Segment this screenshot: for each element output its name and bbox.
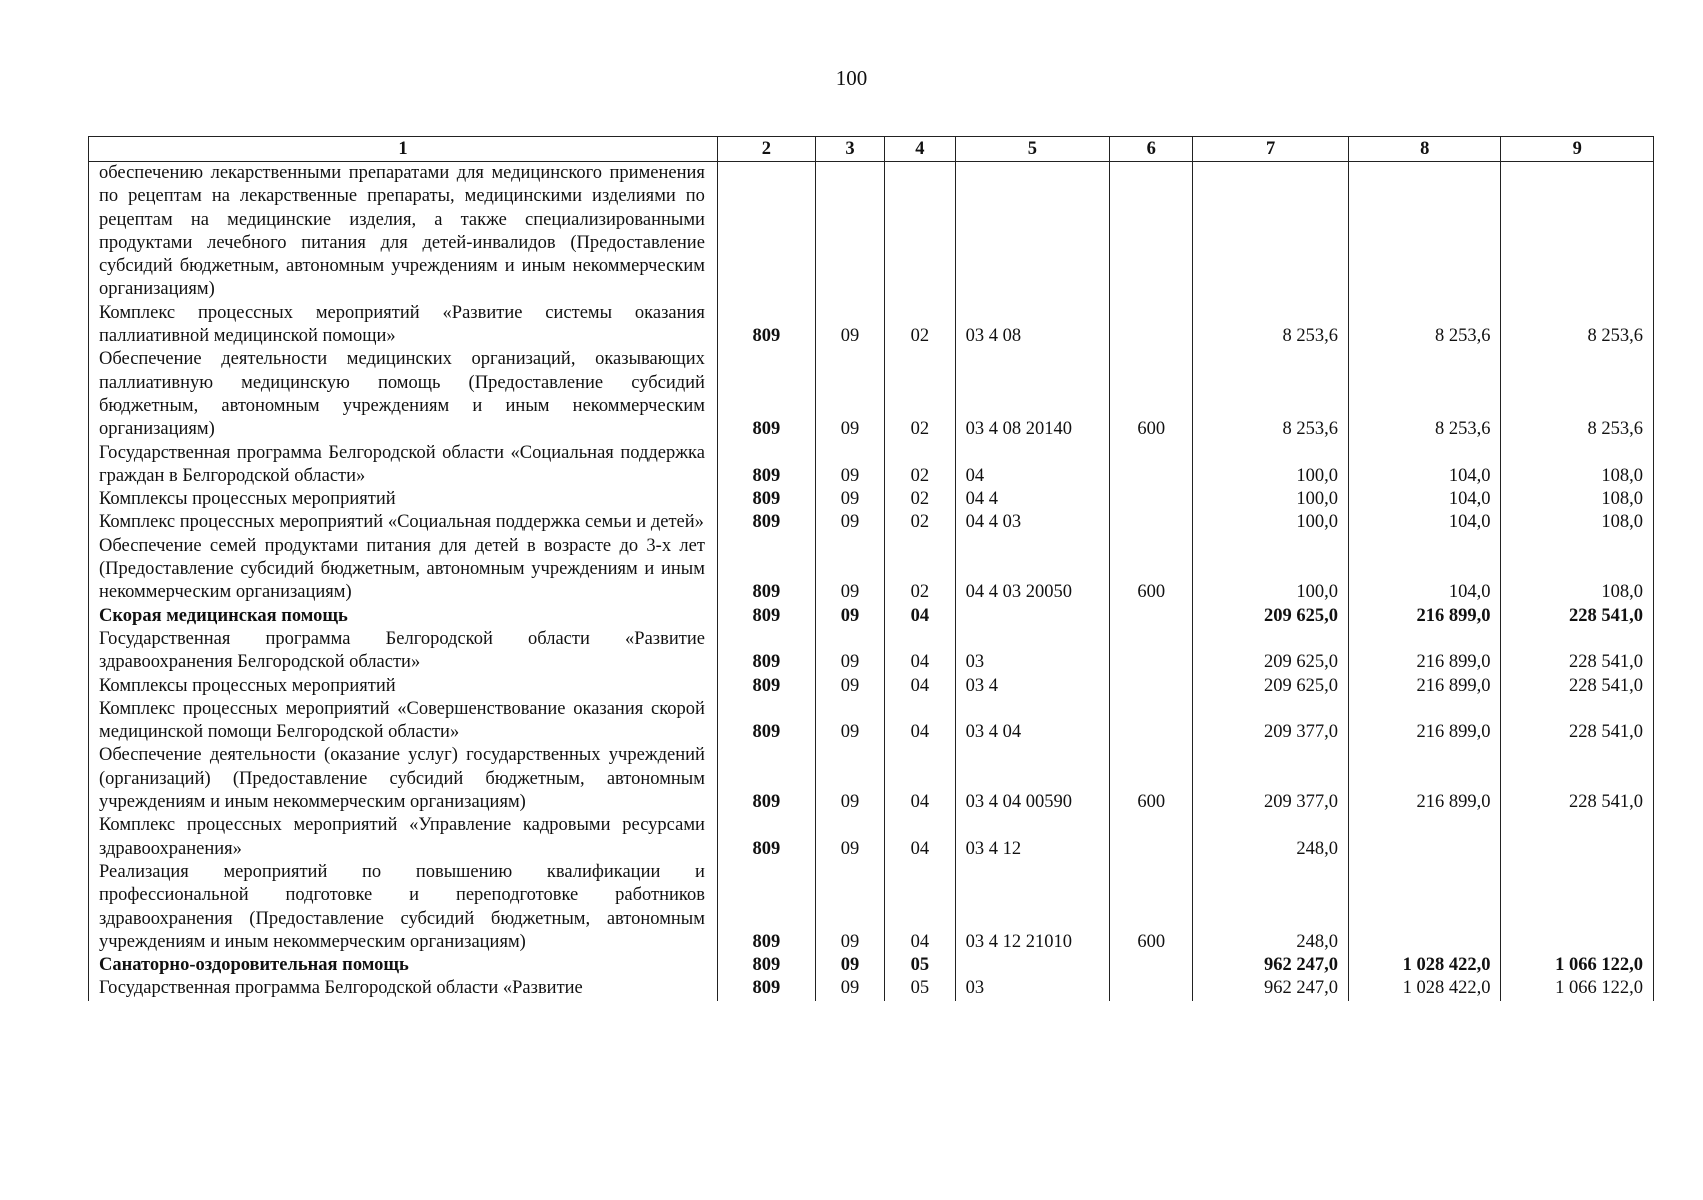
admin-code: 809 [717,954,815,977]
table-row [89,442,1654,489]
amount-year-3: 108,0 [1501,535,1654,605]
amount-year-2: 1 028 422,0 [1348,954,1501,977]
admin-code: 809 [717,977,815,1000]
section-code: 09 [815,977,884,1000]
target-code: 03 4 12 21010 [955,861,1110,954]
subsection-code: 04 [885,744,955,814]
table-row [89,348,1654,441]
subsection-code: 04 [885,698,955,745]
amount-year-2: 8 253,6 [1348,302,1501,349]
column-header-2: 2 [717,137,815,162]
amount-year-2: 216 899,0 [1348,698,1501,745]
target-code: 04 4 03 20050 [955,535,1110,605]
target-code: 03 4 04 [955,698,1110,745]
table-row [89,698,1654,745]
amount-year-3 [1501,814,1654,861]
admin-code: 809 [717,488,815,511]
table-row [89,302,1654,349]
row-name: Скорая медицинская помощь [89,605,718,628]
amount-year-1: 962 247,0 [1193,954,1349,977]
amount-year-2: 216 899,0 [1348,605,1501,628]
row-name: Комплексы процессных мероприятий [89,488,718,511]
amount-year-3: 228 541,0 [1501,605,1654,628]
amount-year-3: 1 066 122,0 [1501,977,1654,1000]
section-code: 09 [815,511,884,534]
target-code [955,605,1110,628]
target-code: 03 4 08 [955,302,1110,349]
column-header-1: 1 [89,137,718,162]
section-code: 09 [815,954,884,977]
section-code: 09 [815,302,884,349]
admin-code: 809 [717,535,815,605]
table-row [89,675,1654,698]
row-name: Государственная программа Белгородской области «Развитие [89,977,718,1000]
amount-year-2: 104,0 [1348,442,1501,489]
amount-year-1: 100,0 [1193,535,1349,605]
admin-code: 809 [717,675,815,698]
subsection-code: 04 [885,628,955,675]
expense-type-code [1110,511,1193,534]
admin-code [717,162,815,302]
section-code: 09 [815,861,884,954]
amount-year-3: 8 253,6 [1501,348,1654,441]
section-code: 09 [815,605,884,628]
row-name: Государственная программа Белгородской области «Социальная поддержка граждан в Белгородской области» [89,442,718,489]
target-code: 03 [955,628,1110,675]
amount-year-1: 962 247,0 [1193,977,1349,1000]
subsection-code: 02 [885,348,955,441]
amount-year-1: 209 377,0 [1193,744,1349,814]
expense-type-code: 600 [1110,744,1193,814]
amount-year-1: 209 625,0 [1193,675,1349,698]
admin-code: 809 [717,511,815,534]
column-header-8: 8 [1348,137,1501,162]
amount-year-2: 1 028 422,0 [1348,977,1501,1000]
subsection-code: 02 [885,442,955,489]
admin-code: 809 [717,814,815,861]
amount-year-1: 209 625,0 [1193,605,1349,628]
amount-year-3 [1501,861,1654,954]
expense-type-code [1110,814,1193,861]
section-code: 09 [815,814,884,861]
admin-code: 809 [717,698,815,745]
amount-year-3: 108,0 [1501,488,1654,511]
expense-type-code: 600 [1110,861,1193,954]
expense-type-code [1110,628,1193,675]
section-code: 09 [815,698,884,745]
target-code: 04 [955,442,1110,489]
amount-year-2: 8 253,6 [1348,348,1501,441]
section-code: 09 [815,535,884,605]
header-row [89,137,1654,162]
table-row [89,162,1654,302]
admin-code: 809 [717,628,815,675]
amount-year-2 [1348,814,1501,861]
table-row [89,977,1654,1000]
subsection-code: 04 [885,814,955,861]
admin-code: 809 [717,302,815,349]
expense-type-code [1110,302,1193,349]
amount-year-3: 228 541,0 [1501,744,1654,814]
amount-year-1: 8 253,6 [1193,302,1349,349]
amount-year-1: 100,0 [1193,511,1349,534]
amount-year-3: 108,0 [1501,511,1654,534]
row-name: Обеспечение семей продуктами питания для детей в возрасте до 3-х лет (Предоставление субсидий бюджетным, автономным учреждениям и иным некоммерческим организациям) [89,535,718,605]
table-row [89,535,1654,605]
expense-type-code [1110,488,1193,511]
row-name: Комплекс процессных мероприятий «Совершенствование оказания скорой медицинской помощи Белгородской области» [89,698,718,745]
table-row [89,511,1654,534]
column-header-3: 3 [815,137,884,162]
amount-year-2 [1348,861,1501,954]
expense-type-code: 600 [1110,535,1193,605]
row-name: обеспечению лекарственными препаратами для медицинского применения по рецептам на лекарственные препараты, медицинскими изделиями по рецептам на медицинские изделия, а также специализированными продуктами лечебного питания для детей-инвалидов (Предоставление субсидий бюджетным, автономным учреждениям и иным некоммерческим организациям) [89,162,718,302]
column-header-7: 7 [1193,137,1349,162]
admin-code: 809 [717,744,815,814]
column-header-4: 4 [885,137,955,162]
target-code: 03 4 08 20140 [955,348,1110,441]
row-name: Комплекс процессных мероприятий «Социальная поддержка семьи и детей» [89,511,718,534]
page-number: 100 [835,66,868,90]
expense-type-code [1110,605,1193,628]
row-name: Обеспечение деятельности (оказание услуг) государственных учреждений (организаций) (Предоставление субсидий бюджетным, автономным учреждениям и иным некоммерческим организациям) [89,744,718,814]
target-code [955,954,1110,977]
amount-year-2: 216 899,0 [1348,675,1501,698]
table-row [89,861,1654,954]
amount-year-2 [1348,162,1501,302]
amount-year-2: 104,0 [1348,535,1501,605]
row-name: Комплекс процессных мероприятий «Развитие системы оказания паллиативной медицинской помощи» [89,302,718,349]
amount-year-1: 100,0 [1193,488,1349,511]
expense-type-code: 600 [1110,348,1193,441]
target-code: 03 4 12 [955,814,1110,861]
subsection-code [885,162,955,302]
amount-year-3: 8 253,6 [1501,302,1654,349]
subsection-code: 05 [885,954,955,977]
admin-code: 809 [717,605,815,628]
row-name: Комплекс процессных мероприятий «Управление кадровыми ресурсами здравоохранения» [89,814,718,861]
table-body [89,162,1654,1001]
section-code: 09 [815,675,884,698]
subsection-code: 02 [885,302,955,349]
row-name: Комплексы процессных мероприятий [89,675,718,698]
expense-type-code [1110,442,1193,489]
amount-year-2: 104,0 [1348,488,1501,511]
table-row [89,744,1654,814]
amount-year-3: 228 541,0 [1501,628,1654,675]
target-code: 03 4 04 00590 [955,744,1110,814]
column-header-5: 5 [955,137,1110,162]
section-code: 09 [815,488,884,511]
row-name: Реализация мероприятий по повышению квалификации и профессиональной подготовке и переподготовке работников здравоохранения (Предоставление субсидий бюджетным, автономным учреждениям и иным некоммерческим организациям) [89,861,718,954]
amount-year-1: 8 253,6 [1193,348,1349,441]
amount-year-1 [1193,162,1349,302]
amount-year-1: 248,0 [1193,861,1349,954]
column-header-6: 6 [1110,137,1193,162]
column-header-9: 9 [1501,137,1654,162]
section-code [815,162,884,302]
target-code: 04 4 03 [955,511,1110,534]
admin-code: 809 [717,348,815,441]
expense-type-code [1110,954,1193,977]
expense-type-code [1110,675,1193,698]
amount-year-2: 104,0 [1348,511,1501,534]
table-row [89,814,1654,861]
amount-year-1: 100,0 [1193,442,1349,489]
subsection-code: 04 [885,675,955,698]
section-code: 09 [815,744,884,814]
amount-year-2: 216 899,0 [1348,744,1501,814]
row-name: Обеспечение деятельности медицинских организаций, оказывающих паллиативную медицинскую помощь (Предоставление субсидий бюджетным, автономным учреждениям и иным некоммерческим организациям) [89,348,718,441]
admin-code: 809 [717,442,815,489]
amount-year-1: 209 377,0 [1193,698,1349,745]
table-row [89,488,1654,511]
table-row [89,954,1654,977]
target-code [955,162,1110,302]
subsection-code: 04 [885,861,955,954]
expense-type-code [1110,162,1193,302]
target-code: 03 4 [955,675,1110,698]
section-code: 09 [815,628,884,675]
section-code: 09 [815,348,884,441]
row-name: Санаторно-оздоровительная помощь [89,954,718,977]
amount-year-2: 216 899,0 [1348,628,1501,675]
subsection-code: 02 [885,535,955,605]
target-code: 03 [955,977,1110,1000]
table-row [89,628,1654,675]
admin-code: 809 [717,861,815,954]
amount-year-3: 228 541,0 [1501,675,1654,698]
subsection-code: 02 [885,511,955,534]
subsection-code: 05 [885,977,955,1000]
subsection-code: 02 [885,488,955,511]
amount-year-1: 209 625,0 [1193,628,1349,675]
amount-year-3: 108,0 [1501,442,1654,489]
amount-year-3: 228 541,0 [1501,698,1654,745]
amount-year-1: 248,0 [1193,814,1349,861]
budget-table [88,136,1654,1001]
subsection-code: 04 [885,605,955,628]
section-code: 09 [815,442,884,489]
row-name: Государственная программа Белгородской области «Развитие здравоохранения Белгородской области» [89,628,718,675]
table-row [89,605,1654,628]
expense-type-code [1110,698,1193,745]
amount-year-3 [1501,162,1654,302]
expense-type-code [1110,977,1193,1000]
target-code: 04 4 [955,488,1110,511]
amount-year-3: 1 066 122,0 [1501,954,1654,977]
